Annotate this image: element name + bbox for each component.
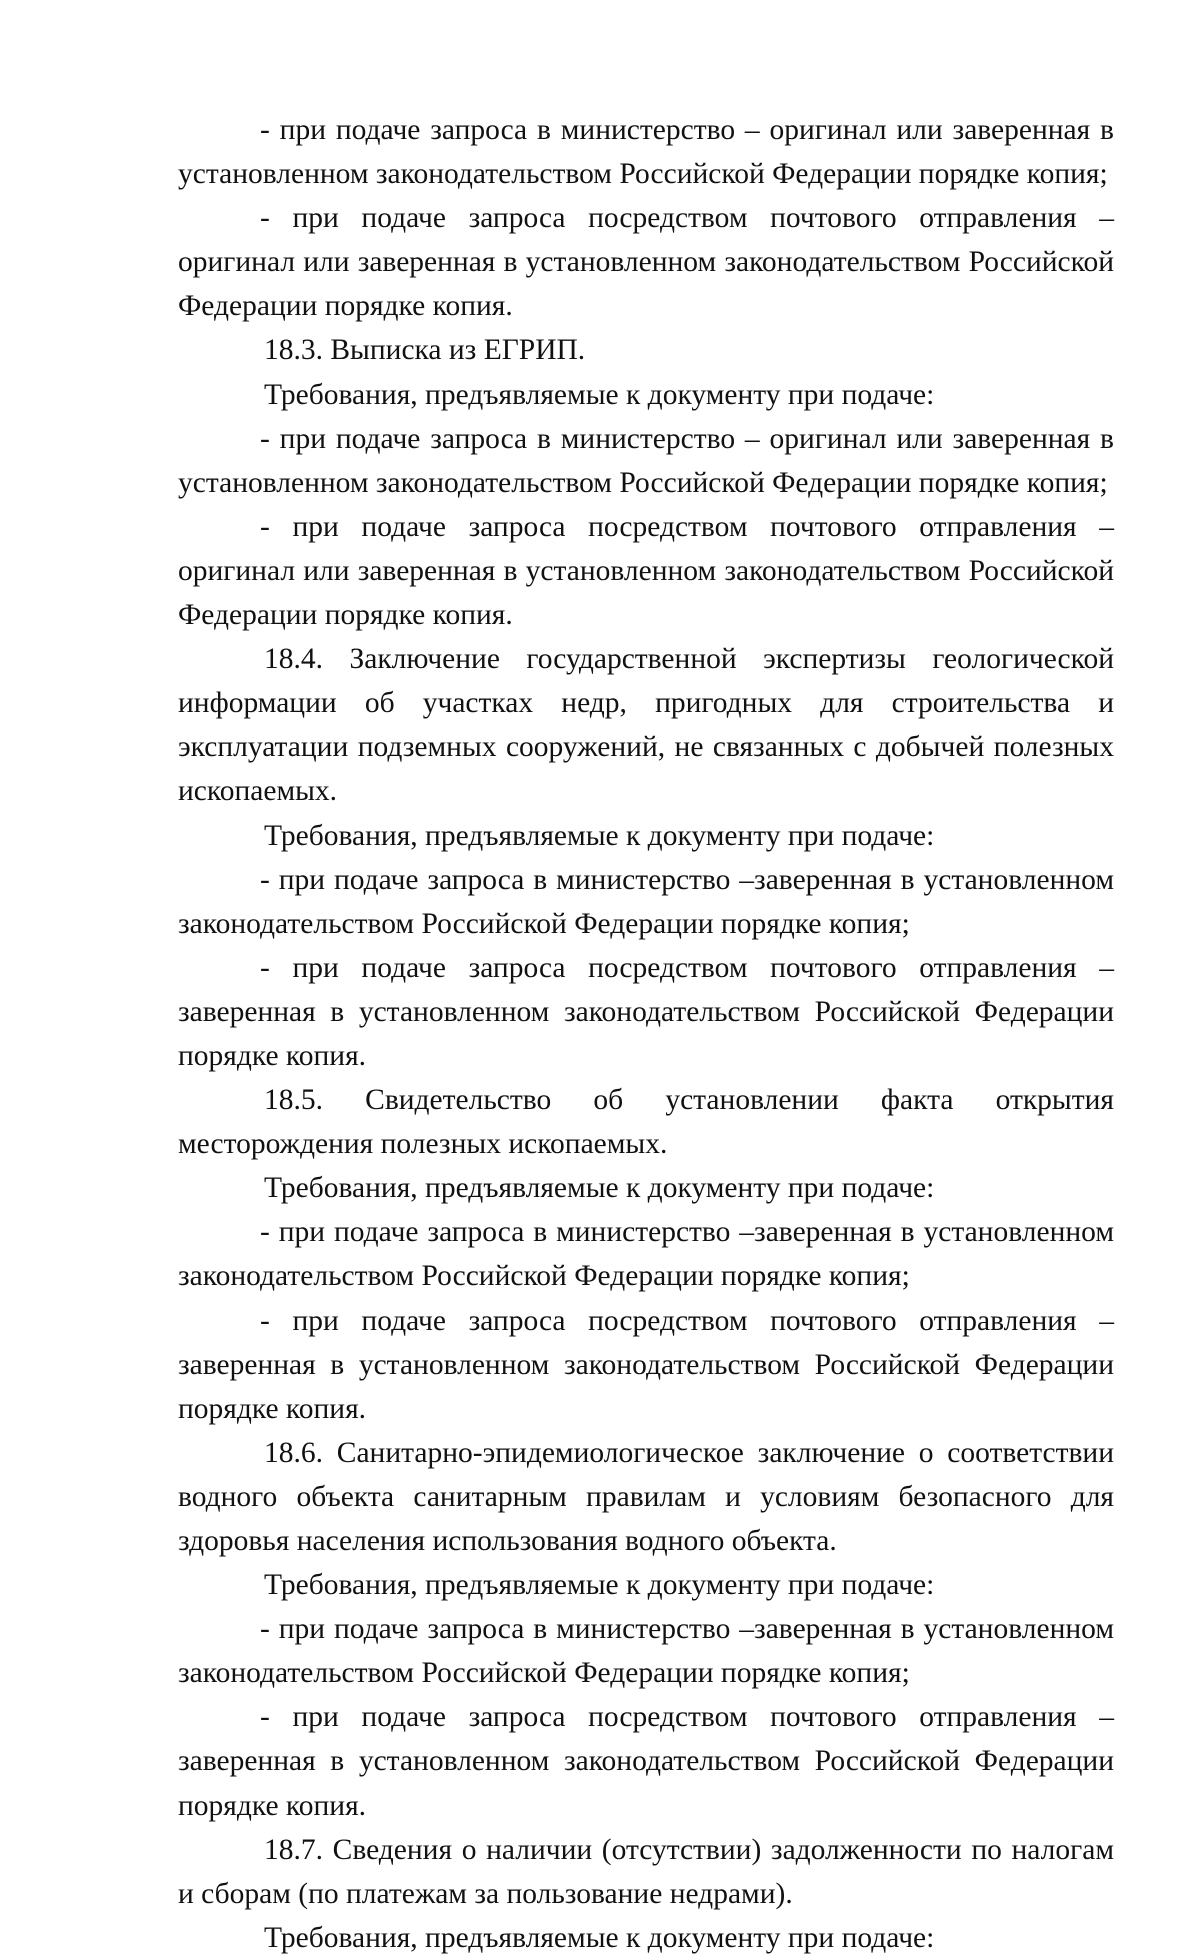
paragraph-requirements-heading: Требования, предъявляемые к документу при подаче: (264, 1172, 935, 1205)
paragraph-dash-item: - при подаче запроса посредством почтового отправления – заверенная в установленном законодательством Российской Федерации порядке копия. (178, 1304, 1114, 1425)
paragraph-dash-item: - при подаче запроса посредством почтового отправления – оригинал или заверенная в установленном законодательством Российской Федерации порядке копия. (178, 202, 1114, 323)
paragraph-dash-item: - при подаче запроса в министерство –заверенная в установленном законодательством Российской Федерации порядке копия; (178, 1216, 1114, 1293)
paragraph-dash-item: - при подаче запроса посредством почтового отправления – заверенная в установленном законодательством Российской Федерации порядке копия. (178, 1701, 1114, 1822)
paragraph-dash-item: - при подаче запроса в министерство – оригинал или заверенная в установленном законодательством Российской Федерации порядке копия; (178, 114, 1114, 191)
paragraph-dash-item: - при подаче запроса посредством почтового отправления – заверенная в установленном законодательством Российской Федерации порядке копия. (178, 951, 1114, 1072)
paragraph-dash-item: - при подаче запроса в министерство – оригинал или заверенная в установленном законодательством Российской Федерации порядке копия; (178, 422, 1114, 499)
paragraph-dash-item: - при подаче запроса посредством почтового отправления – оригинал или заверенная в установленном законодательством Российской Федерации порядке копия. (178, 510, 1114, 632)
paragraph-section-18-3: 18.3. Выписка из ЕГРИП. (264, 334, 586, 367)
paragraph-dash-item: - при подаче запроса в министерство –заверенная в установленном законодательством Российской Федерации порядке копия; (178, 1613, 1114, 1690)
paragraph-section-18-4: 18.4. Заключение государственной экспертизы геологической информации об участках недр, пригодных для строительства и эксплуатации подземных сооружений, не связанных с добычей полезных ископаемых. (178, 643, 1114, 808)
paragraph-requirements-heading: Требования, предъявляемые к документу при подаче: (264, 378, 935, 411)
paragraph-requirements-heading: Требования, предъявляемые к документу при подаче: (264, 1569, 935, 1602)
paragraph-requirements-heading: Требования, предъявляемые к документу при подаче: (264, 819, 935, 852)
paragraph-requirements-heading: Требования, предъявляемые к документу при подаче: (264, 1921, 935, 1954)
paragraph-section-18-6: 18.6. Санитарно-эпидемиологическое заключение о соответствии водного объекта санитарным правилам и условиям безопасного для здоровья населения использования водного объекта. (178, 1436, 1114, 1557)
paragraph-section-18-7: 18.7. Сведения о наличии (отсутствии) задолженности по налогам и сборам (по платежам за пользование недрами). (178, 1833, 1114, 1910)
paragraph-dash-item: - при подаче запроса в министерство –заверенная в установленном законодательством Российской Федерации порядке копия; (178, 863, 1114, 940)
document-body (178, 108, 1114, 1960)
paragraph-section-18-5: 18.5. Свидетельство об установлении факта открытия месторождения полезных ископаемых. (178, 1084, 1114, 1161)
